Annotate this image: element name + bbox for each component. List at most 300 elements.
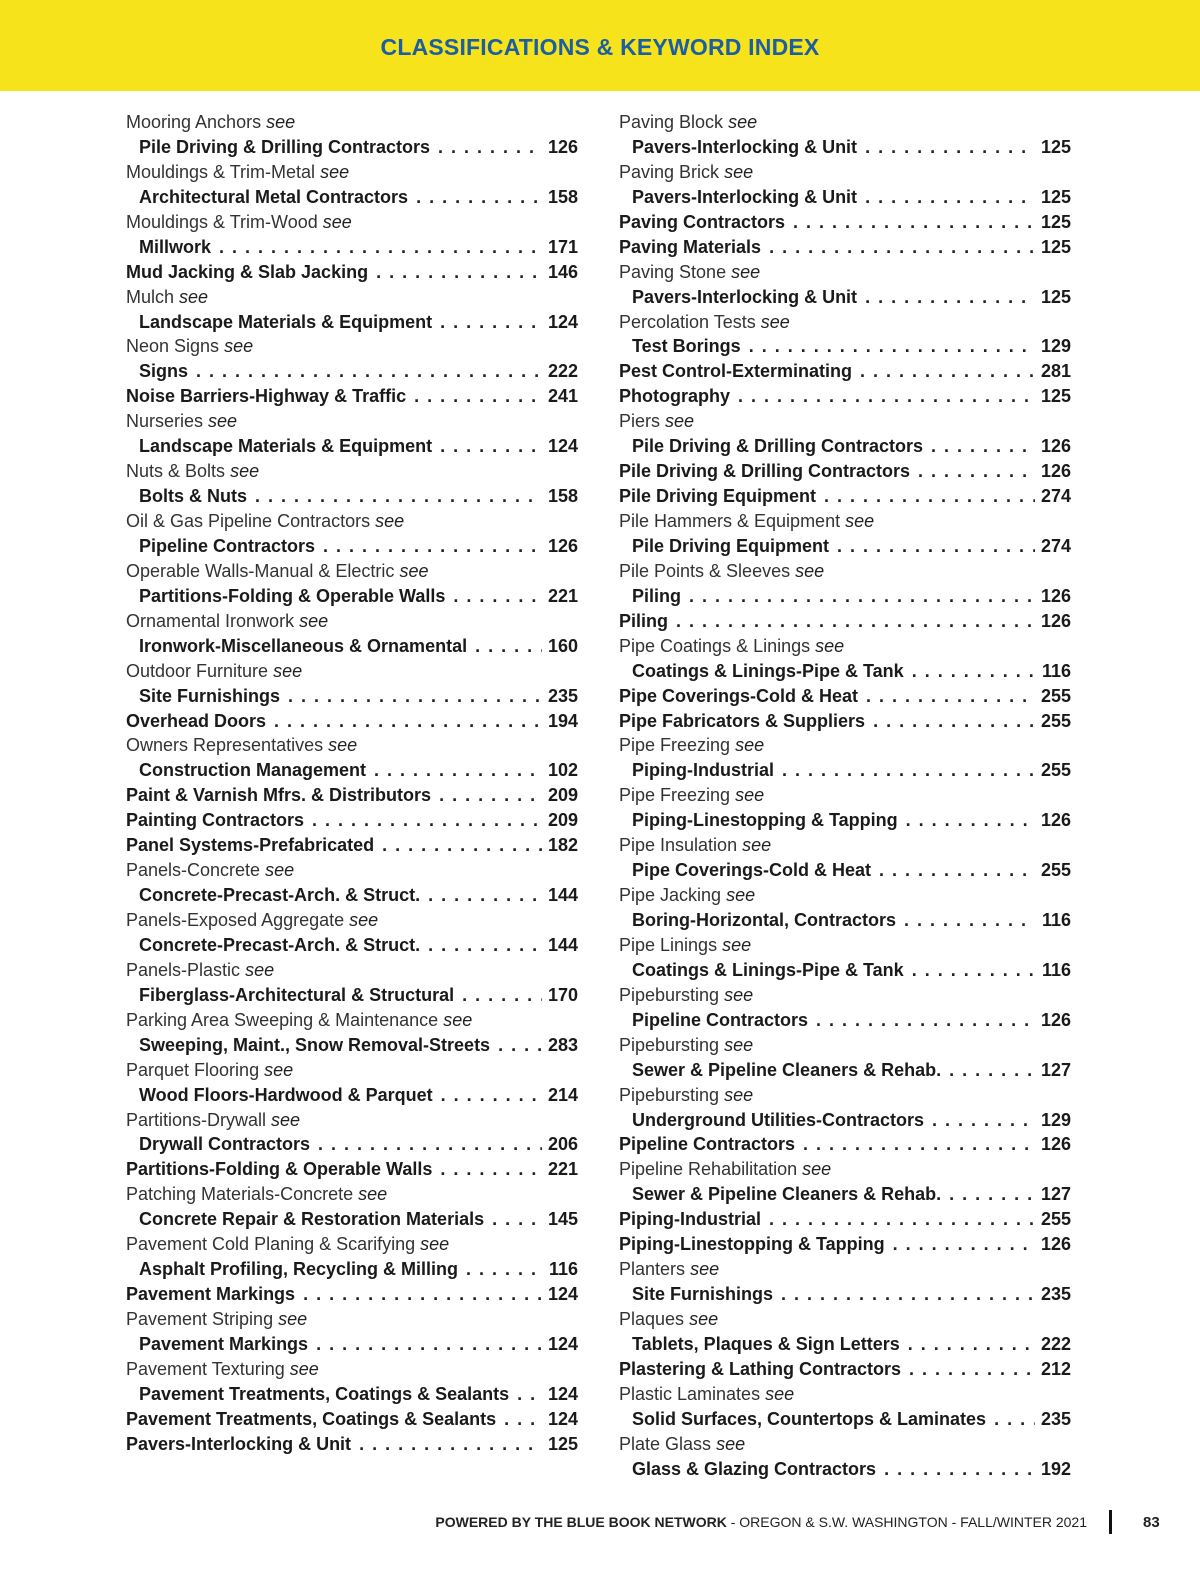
dot-leader (196, 359, 542, 384)
index-main-entry (619, 1132, 1071, 1157)
see-term: Owners Representatives (126, 735, 324, 756)
see-term: Panels-Concrete (126, 860, 261, 881)
entry-label: Tablets, Plaques & Sign Letters (632, 1333, 900, 1354)
see-label: see (299, 610, 329, 631)
entry-page-number: 221 (547, 1159, 578, 1180)
entry-page-number: 206 (547, 1134, 578, 1155)
index-see-entry (126, 609, 578, 634)
entry-label: Construction Management (139, 760, 367, 781)
see-label: see (264, 1059, 294, 1080)
dot-leader (428, 933, 542, 958)
index-see-entry (619, 559, 1071, 584)
index-see-entry (619, 110, 1071, 135)
entry-label: Sweeping, Maint., Snow Removal-Streets (139, 1034, 491, 1055)
index-sub-entry (619, 1058, 1071, 1083)
see-term: Pipe Linings (619, 934, 718, 955)
entry-label: Drywall Contractors (139, 1134, 311, 1155)
entry-page-number: 126 (1040, 1009, 1071, 1030)
see-term: Pipe Insulation (619, 835, 738, 856)
see-term: Plastic Laminates (619, 1383, 761, 1404)
see-label: see (722, 934, 752, 955)
entry-label: Sewer & Pipeline Cleaners & Rehab. (632, 1184, 942, 1205)
entry-page-number: 274 (1040, 535, 1071, 556)
index-see-entry (619, 160, 1071, 185)
index-sub-entry (126, 185, 578, 210)
dot-leader (769, 1207, 1035, 1232)
entry-label: Pavement Markings (139, 1333, 309, 1354)
entry-label: Paving Contractors (619, 211, 786, 232)
index-sub-entry (126, 235, 578, 260)
entry-label: Concrete Repair & Restoration Materials (139, 1209, 485, 1230)
entry-page-number: 255 (1040, 1209, 1071, 1230)
entry-label: Architectural Metal Contractors (139, 186, 409, 207)
index-sub-entry (126, 1382, 578, 1407)
entry-page-number: 126 (547, 136, 578, 157)
see-label: see (289, 1358, 319, 1379)
index-column-right (619, 110, 1071, 1482)
index-sub-entry (126, 484, 578, 509)
see-label: see (322, 211, 352, 232)
entry-label: Coatings & Linings-Pipe & Tank (632, 660, 904, 681)
entry-page-number: 129 (1040, 1109, 1071, 1130)
index-see-entry (619, 983, 1071, 1008)
entry-page-number: 241 (547, 386, 578, 407)
dot-leader (504, 1407, 542, 1432)
see-term: Pipebursting (619, 984, 720, 1005)
index-main-entry (619, 1232, 1071, 1257)
see-term: Ornamental Ironwork (126, 610, 295, 631)
entry-page-number: 274 (1040, 486, 1071, 507)
entry-label: Solid Surfaces, Countertops & Laminates (632, 1408, 987, 1429)
entry-page-number: 126 (1040, 461, 1071, 482)
see-label: see (689, 1309, 719, 1329)
see-label: see (320, 161, 350, 182)
dot-leader (255, 484, 542, 509)
index-sub-entry (619, 1282, 1071, 1307)
page-number: 83 (1143, 1514, 1160, 1531)
see-label: see (665, 411, 695, 432)
page-title: CLASSIFICATIONS & KEYWORD INDEX (380, 34, 820, 60)
index-sub-entry (126, 634, 578, 659)
dot-leader (323, 534, 542, 559)
see-term: Operable Walls-Manual & Electric (126, 560, 395, 581)
dot-leader (912, 958, 1035, 983)
index-see-entry (126, 409, 578, 434)
index-sub-entry (619, 285, 1071, 310)
see-label: see (230, 461, 260, 482)
dot-leader (793, 210, 1035, 235)
dot-leader (439, 783, 542, 808)
entry-label: Pipeline Contractors (619, 1134, 796, 1155)
entry-page-number: 283 (547, 1034, 578, 1055)
index-see-entry (126, 110, 578, 135)
index-sub-entry (619, 334, 1071, 359)
entry-page-number: 214 (547, 1084, 578, 1105)
index-sub-entry (126, 758, 578, 783)
entry-label: Site Furnishings (632, 1284, 774, 1305)
dot-leader (865, 135, 1035, 160)
entry-page-number: 126 (1040, 1134, 1071, 1155)
entry-page-number: 255 (1040, 760, 1071, 781)
index-see-entry (619, 833, 1071, 858)
entry-label: Mud Jacking & Slab Jacking (126, 261, 369, 282)
entry-label: Piping-Industrial (632, 760, 774, 781)
entry-page-number: 126 (1040, 810, 1071, 831)
see-term: Panels-Plastic (126, 959, 241, 980)
entry-label: Partitions-Folding & Operable Walls (126, 1159, 433, 1180)
entry-page-number: 124 (547, 436, 578, 457)
see-term: Percolation Tests (619, 311, 756, 332)
see-label: see (724, 1084, 754, 1105)
see-label: see (802, 1159, 832, 1180)
see-term: Oil & Gas Pipeline Contractors (126, 511, 371, 531)
entry-page-number: 145 (547, 1209, 578, 1230)
index-sub-entry (126, 534, 578, 559)
entry-page-number: 255 (1040, 860, 1071, 881)
entry-label: Piping-Linestopping & Tapping (632, 810, 898, 831)
index-main-entry (619, 210, 1071, 235)
entry-label: Piping-Industrial (619, 1209, 761, 1230)
see-label: see (278, 1309, 308, 1329)
entry-page-number: 129 (1040, 336, 1071, 357)
see-label: see (271, 1109, 301, 1130)
index-main-entry (126, 833, 578, 858)
index-main-entry (619, 484, 1071, 509)
index-sub-entry (126, 1033, 578, 1058)
dot-leader (866, 684, 1035, 709)
entry-label: Millwork (139, 236, 212, 257)
index-sub-entry (126, 933, 578, 958)
index-main-entry (126, 808, 578, 833)
see-term: Pipe Jacking (619, 885, 722, 906)
see-term: Nuts & Bolts (126, 461, 226, 482)
entry-label: Landscape Materials & Equipment (139, 311, 433, 332)
see-label: see (742, 835, 772, 856)
see-term: Neon Signs (126, 336, 220, 357)
entry-label: Noise Barriers-Highway & Traffic (126, 386, 407, 407)
index-sub-entry (619, 908, 1071, 933)
index-main-entry (126, 260, 578, 285)
index-main-entry (619, 459, 1071, 484)
entry-label: Panel Systems-Prefabricated (126, 835, 375, 856)
index-sub-entry (126, 983, 578, 1008)
see-term: Mouldings & Trim-Metal (126, 161, 316, 182)
dot-leader (219, 235, 542, 260)
footer-brand: POWERED BY THE BLUE BOOK NETWORK (435, 1514, 727, 1530)
dot-leader (865, 185, 1035, 210)
entry-page-number: 125 (1040, 211, 1071, 232)
entry-page-number: 124 (547, 1333, 578, 1354)
entry-label: Piling (632, 585, 681, 606)
entry-page-number: 221 (547, 585, 578, 606)
dot-leader (931, 434, 1035, 459)
index-main-entry (619, 1357, 1071, 1382)
index-main-entry (126, 384, 578, 409)
entry-page-number: 126 (1040, 585, 1071, 606)
index-see-entry (126, 285, 578, 310)
entry-page-number: 144 (547, 934, 578, 955)
index-see-entry (126, 1307, 578, 1332)
see-label: see (765, 1383, 795, 1404)
entry-label: Concrete-Precast-Arch. & Struct. (139, 934, 421, 955)
dot-leader (879, 858, 1035, 883)
entry-label: Pipe Coverings-Cold & Heat (632, 860, 872, 881)
index-see-entry (126, 733, 578, 758)
see-label: see (224, 336, 254, 357)
dot-leader (462, 983, 542, 1008)
index-see-entry (619, 409, 1071, 434)
index-sub-entry (126, 584, 578, 609)
entry-label: Overhead Doors (126, 710, 267, 731)
header-banner (0, 0, 1200, 91)
entry-page-number: 235 (1040, 1284, 1071, 1305)
dot-leader (994, 1407, 1035, 1432)
entry-label: Sewer & Pipeline Cleaners & Rehab. (632, 1059, 942, 1080)
index-see-entry (619, 1157, 1071, 1182)
footer-divider (1109, 1510, 1112, 1534)
entry-page-number: 194 (547, 710, 578, 731)
index-sub-entry (126, 359, 578, 384)
index-see-entry (126, 908, 578, 933)
entry-label: Fiberglass-Architectural & Structural (139, 984, 455, 1005)
see-label: see (795, 560, 825, 581)
dot-leader (769, 235, 1035, 260)
see-label: see (328, 735, 358, 756)
dot-leader (908, 1332, 1035, 1357)
see-term: Planters (619, 1259, 686, 1280)
see-term: Piers (619, 411, 661, 432)
entry-page-number: 158 (547, 486, 578, 507)
dot-leader (438, 135, 542, 160)
entry-page-number: 124 (547, 1383, 578, 1404)
see-term: Plate Glass (619, 1433, 712, 1454)
see-term: Pavement Striping (126, 1309, 274, 1329)
see-term: Paving Stone (619, 261, 727, 282)
dot-leader (893, 1232, 1035, 1257)
entry-label: Pipeline Contractors (139, 535, 316, 556)
entry-label: Piping-Linestopping & Tapping (619, 1234, 885, 1255)
entry-page-number: 125 (1040, 386, 1071, 407)
entry-label: Signs (139, 361, 189, 382)
index-see-entry (619, 783, 1071, 808)
dot-leader (440, 1157, 542, 1182)
dot-leader (749, 334, 1035, 359)
entry-page-number: 116 (1041, 910, 1071, 930)
index-see-entry (619, 1257, 1071, 1282)
index-see-entry (126, 459, 578, 484)
see-label: see (179, 286, 209, 307)
entry-label: Pile Driving & Drilling Contractors (619, 461, 911, 482)
dot-leader (466, 1257, 542, 1282)
entry-page-number: 124 (547, 1408, 578, 1429)
see-label: see (815, 635, 845, 656)
entry-label: Ironwork-Miscellaneous & Ornamental (139, 635, 468, 656)
entry-page-number: 125 (1040, 186, 1071, 207)
dot-leader (824, 484, 1035, 509)
entry-label: Pile Driving Equipment (632, 535, 830, 556)
entry-page-number: 146 (547, 261, 578, 282)
entry-page-number: 212 (1040, 1358, 1071, 1379)
see-term: Pile Hammers & Equipment (619, 511, 841, 531)
index-main-entry (126, 783, 578, 808)
entry-page-number: 126 (1040, 610, 1071, 631)
see-label: see (375, 511, 405, 531)
dot-leader (416, 185, 542, 210)
dot-leader (918, 459, 1035, 484)
see-label: see (735, 785, 765, 806)
entry-page-number: 255 (1040, 685, 1071, 706)
dot-leader (475, 634, 542, 659)
index-main-entry (126, 709, 578, 734)
see-term: Parquet Flooring (126, 1059, 260, 1080)
index-sub-entry (619, 1332, 1071, 1357)
index-see-entry (126, 509, 578, 534)
index-see-entry (126, 1058, 578, 1083)
see-label: see (728, 112, 758, 132)
see-label: see (273, 660, 303, 681)
see-term: Pavement Texturing (126, 1358, 285, 1379)
entry-page-number: 125 (1040, 136, 1071, 157)
index-main-entry (619, 359, 1071, 384)
entry-label: Pavers-Interlocking & Unit (632, 186, 858, 207)
see-term: Panels-Exposed Aggregate (126, 910, 345, 930)
see-label: see (349, 910, 379, 930)
dot-leader (873, 709, 1035, 734)
index-sub-entry (126, 883, 578, 908)
index-sub-entry (619, 534, 1071, 559)
entry-label: Partitions-Folding & Operable Walls (139, 585, 446, 606)
see-term: Pipe Coatings & Linings (619, 635, 811, 656)
see-term: Mulch (126, 286, 175, 307)
index-main-entry (126, 1282, 578, 1307)
index-see-entry (126, 1357, 578, 1382)
entry-page-number: 126 (547, 535, 578, 556)
index-main-entry (619, 709, 1071, 734)
index-sub-entry (619, 808, 1071, 833)
index-see-entry (619, 1382, 1071, 1407)
index-main-entry (619, 609, 1071, 634)
index-see-entry (126, 160, 578, 185)
dot-leader (932, 1108, 1035, 1133)
index-sub-entry (619, 584, 1071, 609)
index-sub-entry (126, 1257, 578, 1282)
index-see-entry (126, 1232, 578, 1257)
entry-label: Wood Floors-Hardwood & Parquet (139, 1084, 433, 1105)
entry-label: Pipeline Contractors (632, 1009, 809, 1030)
index-sub-entry (126, 1132, 578, 1157)
dot-leader (288, 684, 542, 709)
index-main-entry (619, 684, 1071, 709)
index-sub-entry (619, 1457, 1071, 1482)
entry-label: Painting Contractors (126, 810, 305, 831)
entry-label: Pavers-Interlocking & Unit (632, 286, 858, 307)
entry-label: Site Furnishings (139, 685, 281, 706)
index-sub-entry (126, 310, 578, 335)
index-see-entry (619, 260, 1071, 285)
entry-page-number: 281 (1040, 361, 1071, 382)
dot-leader (865, 285, 1035, 310)
entry-page-number: 235 (547, 685, 578, 706)
index-sub-entry (619, 758, 1071, 783)
entry-label: Pile Driving Equipment (619, 486, 817, 507)
dot-leader (676, 609, 1035, 634)
see-term: Mouldings & Trim-Wood (126, 211, 318, 232)
index-sub-entry (126, 1332, 578, 1357)
dot-leader (274, 709, 542, 734)
page-footer (0, 1510, 1200, 1536)
dot-leader (884, 1457, 1035, 1482)
see-label: see (443, 1009, 473, 1030)
index-see-entry (619, 634, 1071, 659)
dot-leader (303, 1282, 542, 1307)
dot-leader (414, 384, 542, 409)
dot-leader (428, 883, 542, 908)
dot-leader (816, 1008, 1035, 1033)
index-main-entry (126, 1407, 578, 1432)
entry-page-number: 127 (1040, 1184, 1071, 1205)
index-sub-entry (619, 135, 1071, 160)
index-sub-entry (619, 958, 1071, 983)
entry-page-number: 171 (547, 236, 578, 257)
index-sub-entry (619, 1182, 1071, 1207)
entry-label: Pipe Fabricators & Suppliers (619, 710, 866, 731)
index-see-entry (126, 1182, 578, 1207)
entry-label: Pile Driving & Drilling Contractors (632, 436, 924, 457)
see-label: see (731, 261, 761, 282)
entry-label: Landscape Materials & Equipment (139, 436, 433, 457)
see-label: see (266, 112, 296, 132)
index-see-entry (619, 509, 1071, 534)
entry-label: Pavement Treatments, Coatings & Sealants (126, 1408, 497, 1429)
index-see-entry (619, 1033, 1071, 1058)
dot-leader (498, 1033, 542, 1058)
index-see-entry (619, 883, 1071, 908)
entry-label: Paving Materials (619, 236, 762, 257)
see-label: see (420, 1234, 450, 1255)
dot-leader (312, 808, 542, 833)
entry-page-number: 209 (547, 810, 578, 831)
index-sub-entry (619, 1407, 1071, 1432)
entry-label: Pipe Coverings-Cold & Heat (619, 685, 859, 706)
see-label: see (358, 1184, 388, 1205)
see-term: Plaques (619, 1309, 685, 1329)
see-label: see (399, 560, 429, 581)
entry-label: Concrete-Precast-Arch. & Struct. (139, 885, 421, 906)
dot-leader (803, 1132, 1035, 1157)
entry-page-number: 126 (1040, 436, 1071, 457)
entry-page-number: 116 (1041, 660, 1071, 681)
footer-text (435, 1514, 1087, 1530)
dot-leader (781, 1282, 1035, 1307)
index-sub-entry (619, 1008, 1071, 1033)
entry-label: Pavers-Interlocking & Unit (632, 136, 858, 157)
entry-label: Test Borings (632, 336, 741, 357)
index-see-entry (126, 958, 578, 983)
entry-page-number: 160 (547, 635, 578, 656)
entry-page-number: 255 (1040, 710, 1071, 731)
entry-page-number: 124 (547, 1284, 578, 1305)
index-main-entry (619, 235, 1071, 260)
footer-edition: - OREGON & S.W. WASHINGTON - FALL/WINTER 2021 (726, 1514, 1087, 1530)
index-see-entry (126, 559, 578, 584)
dot-leader (316, 1332, 542, 1357)
see-label: see (724, 161, 754, 182)
index-sub-entry (126, 684, 578, 709)
see-term: Pipeline Rehabilitation (619, 1159, 798, 1180)
entry-label: Pavers-Interlocking & Unit (126, 1433, 352, 1454)
index-sub-entry (619, 858, 1071, 883)
index-sub-entry (126, 135, 578, 160)
